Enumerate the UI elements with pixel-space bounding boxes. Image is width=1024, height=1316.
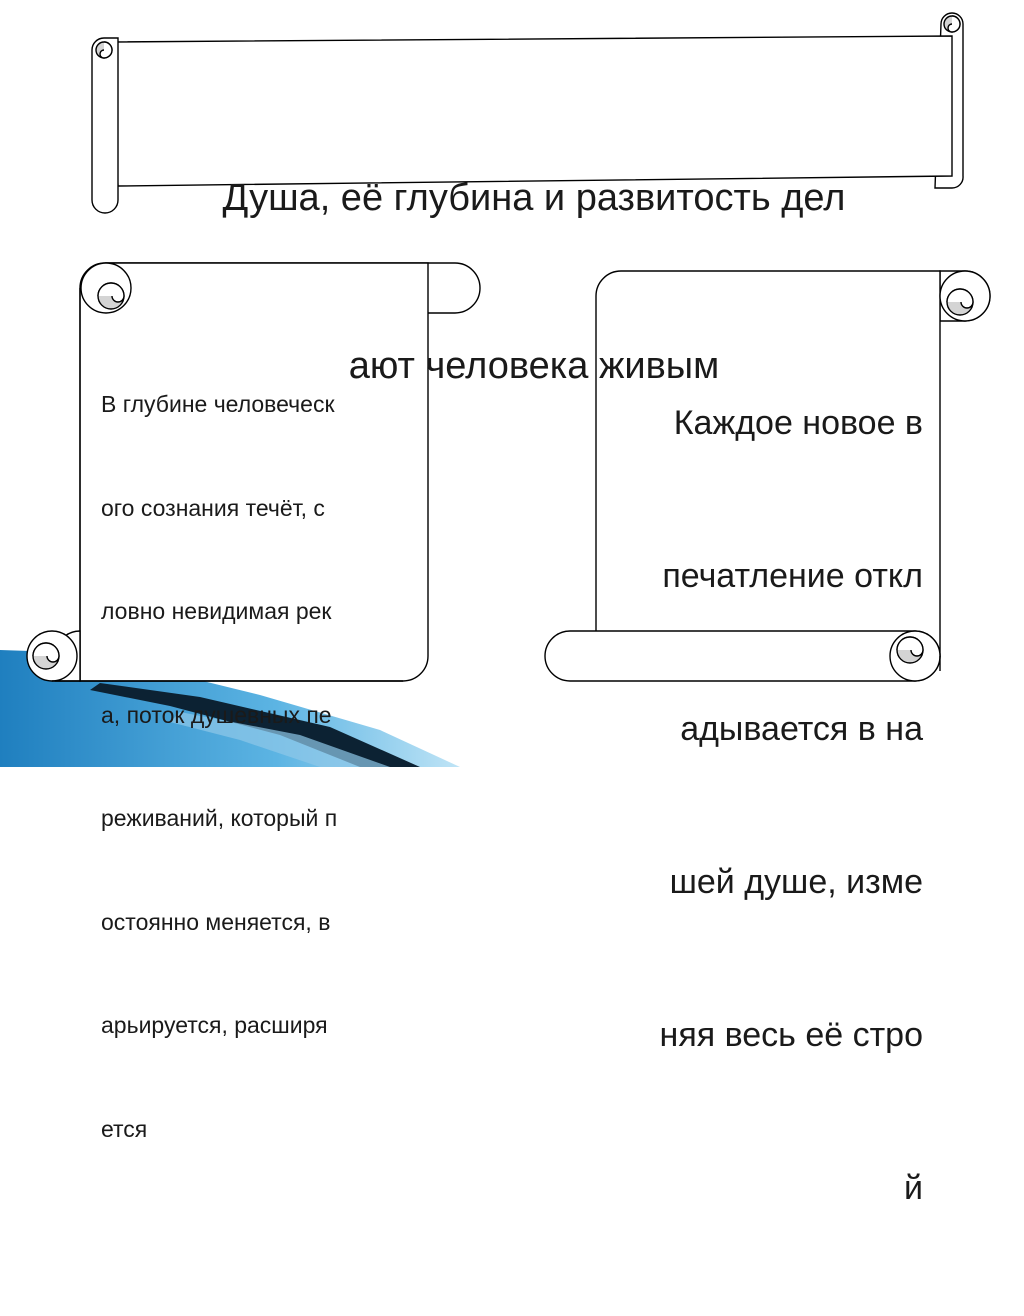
title-line: Душа, её глубина и развитость дел <box>222 177 846 219</box>
right-scroll-line: Каждое новое в <box>673 404 923 442</box>
left-scroll-line: арьируется, расширя <box>101 1012 328 1038</box>
left-scroll-line: а, поток душевных пе <box>101 701 332 728</box>
left-scroll-line: ого сознания течёт, с <box>101 494 325 521</box>
right-scroll-line: няя весь её стро <box>659 1016 923 1054</box>
right-scroll-line: адывается в на <box>680 710 923 748</box>
left-scroll-text <box>101 318 411 1215</box>
right-scroll-line: й <box>904 1169 923 1207</box>
title-line: ают человека живым <box>348 345 720 387</box>
left-scroll-line: ловно невидимая рек <box>101 598 332 624</box>
left-scroll-line: ется <box>101 1115 148 1142</box>
right-scroll-text <box>603 296 923 1316</box>
left-scroll-line: реживаний, который п <box>101 805 338 831</box>
left-scroll-line: В глубине человеческ <box>101 391 335 417</box>
right-scroll-line: шей душе, изме <box>669 863 923 901</box>
left-scroll-line: остоянно меняется, в <box>101 908 331 935</box>
right-scroll-line: печатление откл <box>662 557 923 595</box>
